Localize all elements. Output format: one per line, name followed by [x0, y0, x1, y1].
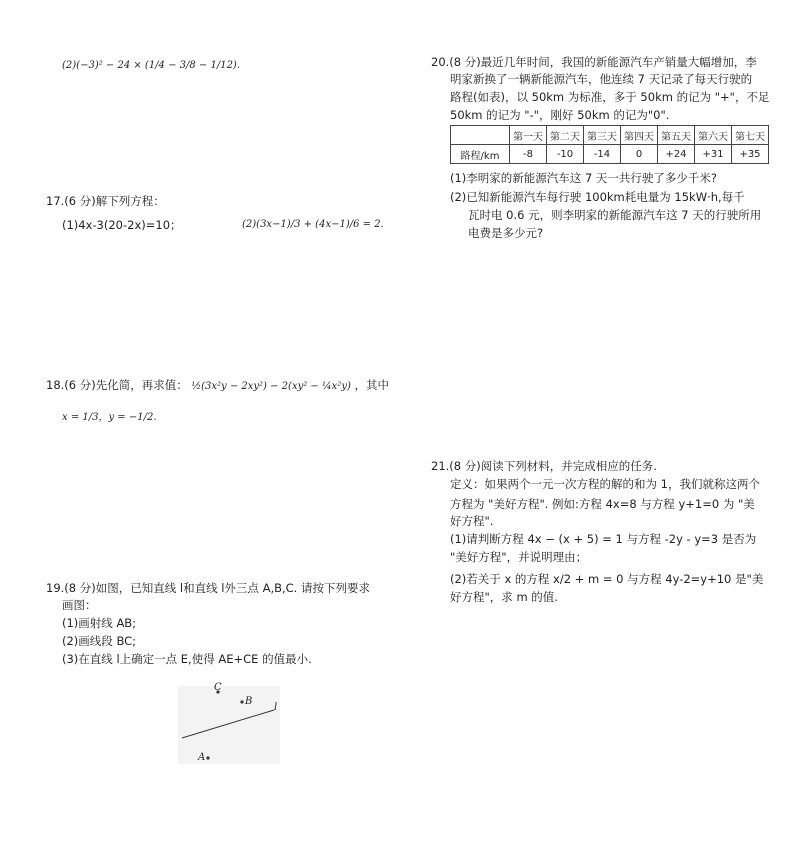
label-l: l	[274, 702, 278, 713]
table-header-cell	[451, 126, 510, 145]
table-header-cell: 第二天	[547, 126, 584, 145]
point-a	[206, 756, 209, 759]
q21-def-line-1: 定义：如果两个一元一次方程的解的和为 1，我们就称这两个	[450, 477, 760, 491]
q17-equation-2: (2)(3x−1)/3 + (4x−1)/6 = 2.	[242, 219, 384, 230]
q19-line-2: 画图：	[62, 598, 97, 612]
q16-expression: (2)(−3)² − 24 × (1/4 − 3/8 − 1/12).	[62, 60, 241, 71]
line-l	[182, 710, 274, 738]
table-cell: -8	[510, 145, 547, 164]
q20-line-2: 明家新换了一辆新能源汽车，他连续 7 天记录了每天行驶的	[450, 72, 753, 86]
q19-figure	[170, 680, 290, 770]
q17-heading: 17.(6 分)解下列方程：	[46, 194, 165, 208]
q21-def-line-2: 方程为 "美好方程". 例如:方程 4x=8 与方程 y+1=0 为 "美	[450, 497, 755, 511]
q20-sub-2-line-1: (2)已知新能源汽车每行驶 100km耗电量为 15kW·h,每千	[450, 190, 745, 204]
table-cell: 0	[621, 145, 658, 164]
q19-item-3: (3)在直线 l上确定一点 E,使得 AE+CE 的值最小.	[62, 652, 312, 666]
q18-values: x = 1/3，y = −1/2.	[62, 412, 157, 423]
table-cell: -10	[547, 145, 584, 164]
table-header-cell: 第七天	[732, 126, 769, 145]
q18-expression: ½(3x²y − 2xy²) − 2(xy² − ¼x²y)	[191, 381, 351, 392]
q20-line-3: 路程(如表)，以 50km 为标准，多于 50km 的记为 "+"，不足	[450, 90, 770, 104]
label-c: C	[214, 682, 222, 693]
q18-heading-text: 18.(6 分)先化简，再求值：	[46, 378, 188, 392]
label-a: A	[198, 752, 206, 763]
q20-line-1: 20.(8 分)最近几年时间，我国的新能源汽车产销量大幅增加，李	[431, 55, 757, 69]
point-b	[240, 700, 243, 703]
q18-heading	[46, 377, 389, 395]
q19-figure-svg	[170, 680, 290, 770]
q20-sub-2-line-3: 电费是多少元?	[468, 226, 544, 240]
q21-task-1-line-1: (1)请判断方程 4x − (x + 5) = 1 与方程 -2y - y=3 是否为	[450, 532, 757, 546]
mileage-table	[450, 125, 769, 164]
table-header-cell: 第四天	[621, 126, 658, 145]
q19-item-2: (2)画线段 BC;	[62, 634, 137, 648]
q21-task-2-line-1: (2)若关于 x 的方程 x/2 + m = 0 与方程 4y-2=y+10 是"美	[450, 572, 764, 586]
table-cell: +31	[695, 145, 732, 164]
label-b: B	[245, 696, 253, 707]
table-row	[451, 145, 769, 164]
q20-sub-1: (1)李明家的新能源汽车这 7 天一共行驶了多少千米?	[450, 171, 718, 185]
table-header-cell: 第六天	[695, 126, 732, 145]
q17-equation-1: (1)4x-3(20-2x)=10；	[62, 218, 182, 232]
table-cell: +35	[732, 145, 769, 164]
q21-line-1: 21.(8 分)阅读下列材料，并完成相应的任务.	[431, 459, 657, 473]
table-header-cell: 第一天	[510, 126, 547, 145]
q19-line-1: 19.(8 分)如图，已知直线 l和直线 l外三点 A,B,C. 请按下列要求	[46, 581, 370, 595]
q21-task-1-line-2: "美好方程"，并说明理由；	[450, 550, 588, 564]
q16-part2	[62, 56, 240, 74]
table-header-cell: 第三天	[584, 126, 621, 145]
q20-line-4: 50km 的记为 "-"，刚好 50km 的记为"0".	[450, 108, 670, 122]
q21-task-2-line-2: 好方程"，求 m 的值.	[450, 590, 558, 604]
table-cell: -14	[584, 145, 621, 164]
q18-suffix: ，其中	[354, 378, 390, 392]
q19-item-1: (1)画射线 AB;	[62, 616, 137, 630]
q20-sub-2-line-2: 瓦时电 0.6 元，则李明家的新能源汽车这 7 天的行驶所用	[468, 208, 762, 222]
table-cell: +24	[658, 145, 695, 164]
table-row-label: 路程/km	[451, 145, 510, 164]
table-header-row	[451, 126, 769, 145]
q21-def-line-3: 好方程".	[450, 514, 494, 528]
table-header-cell: 第五天	[658, 126, 695, 145]
